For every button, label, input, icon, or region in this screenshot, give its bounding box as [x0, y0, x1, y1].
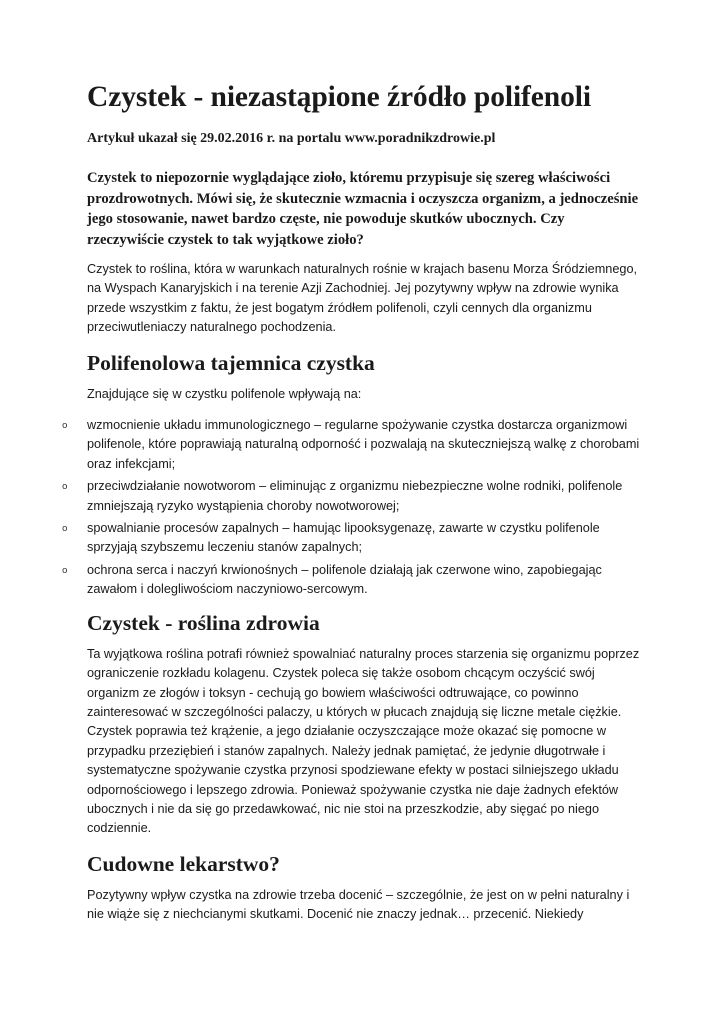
- bullet-icon: o: [62, 421, 68, 432]
- health-plant-paragraph: Ta wyjątkowa roślina potrafi również spowalniać naturalny proces starzenia się organizmu poprzez ograniczenie rozkładu kolagenu. Czystek poleca się także osobom chcącym oczyścić swój organizm ze złogów i toksyn - cechują go bowiem właściwości odtruwające, co powinno zainteresować w szczególności palaczy, u których w płucach znajdują się liczne metale ciężkie. Czystek poprawia też krążenie, a jego działanie oczyszczające może okazać się pomocne w przypadku przeziębień i stanów zapalnych. Należy jednak pamiętać, że jedynie długotrwałe i systematyczne spożywanie czystka przynosi spodziewane efekty w postaci silniejszego układu odpornościowego i lepszego zdrowia. Ponieważ spożywanie czystka nie daje żadnych efektów ubocznych i nie da się go przedawkować, nic nie stoi na przeszkodzie, aby sięgać po niego codziennie.: [87, 646, 640, 836]
- section-intro-polyphenols: Znajdujące się w czystku polifenole wpływają na:: [87, 386, 362, 401]
- list-item: [62, 519, 643, 558]
- lead-paragraph: Czystek to niepozornie wyglądające zioło, któremu przypisuje się szereg właściwości prozdrowotnych. Mówi się, że skutecznie wzmacnia i oczyszcza organizm, a jednocześnie jego stosowanie, nawet bardzo częste, nie powoduje skutków ubocznych. Czy rzeczywiście czystek to tak wyjątkowe zioło?: [87, 170, 639, 248]
- list-item: [62, 477, 643, 516]
- document-page: [62, 80, 643, 937]
- section-heading-miracle-cure: Cudowne lekarstwo?: [87, 851, 280, 876]
- page-title: Czystek - niezastąpione źródło polifenoli: [87, 81, 591, 113]
- bullet-icon: o: [62, 482, 68, 493]
- list-item-text: wzmocnienie układu immunologicznego – regularne spożywanie czystka dostarcza organizmowi polifenole, które poprawiają naturalną odporność i pozwalają na skuteczniejszą walkę z chorobami oraz infekcjami;: [87, 418, 640, 471]
- miracle-cure-paragraph: Pozytywny wpływ czystka na zdrowie trzeba docenić – szczególnie, że jest on w pełni naturalny i nie wiąże się z niechcianymi skutkami. Docenić nie znaczy jednak… przecenić. Niekiedy: [87, 887, 630, 922]
- section-heading-polyphenols: Polifenolowa tajemnica czystka: [87, 350, 375, 375]
- list-item-text: ochrona serca i naczyń krwionośnych – polifenole działają jak czerwone wino, zapobiegając zawałom i dolegliwościom naczyniowo-sercowym.: [87, 562, 602, 597]
- publication-note: Artykuł ukazał się 29.02.2016 r. na portalu www.poradnikzdrowie.pl: [87, 131, 496, 146]
- list-item-text: spowalnianie procesów zapalnych – hamując lipooksygenazę, zawarte w czystku polifenole sprzyjają szybszemu leczeniu stanów zapalnych;: [87, 521, 600, 555]
- intro-paragraph: Czystek to roślina, która w warunkach naturalnych rośnie w krajach basenu Morza Śródziemnego, na Wyspach Kanaryjskich i na terenie Azji Zachodniej. Jej pozytywny wpływ na zdrowie wynika przede wszystkim z faktu, że jest bogatym źródłem polifenoli, czyli cennych dla organizmu przeciwutleniaczy naturalnego pochodzenia.: [87, 262, 638, 335]
- section-heading-health-plant: Czystek - roślina zdrowia: [87, 610, 320, 635]
- bullet-icon: o: [62, 524, 68, 535]
- list-item-text: przeciwdziałanie nowotworom – eliminując z organizmu niebezpieczne wolne rodniki, polifenole zmniejszają ryzyko wystąpienia choroby nowotworowej;: [87, 479, 623, 513]
- bullet-icon: o: [62, 565, 68, 576]
- benefits-list: [62, 416, 643, 600]
- list-item: [62, 416, 643, 474]
- list-item: [62, 561, 643, 600]
